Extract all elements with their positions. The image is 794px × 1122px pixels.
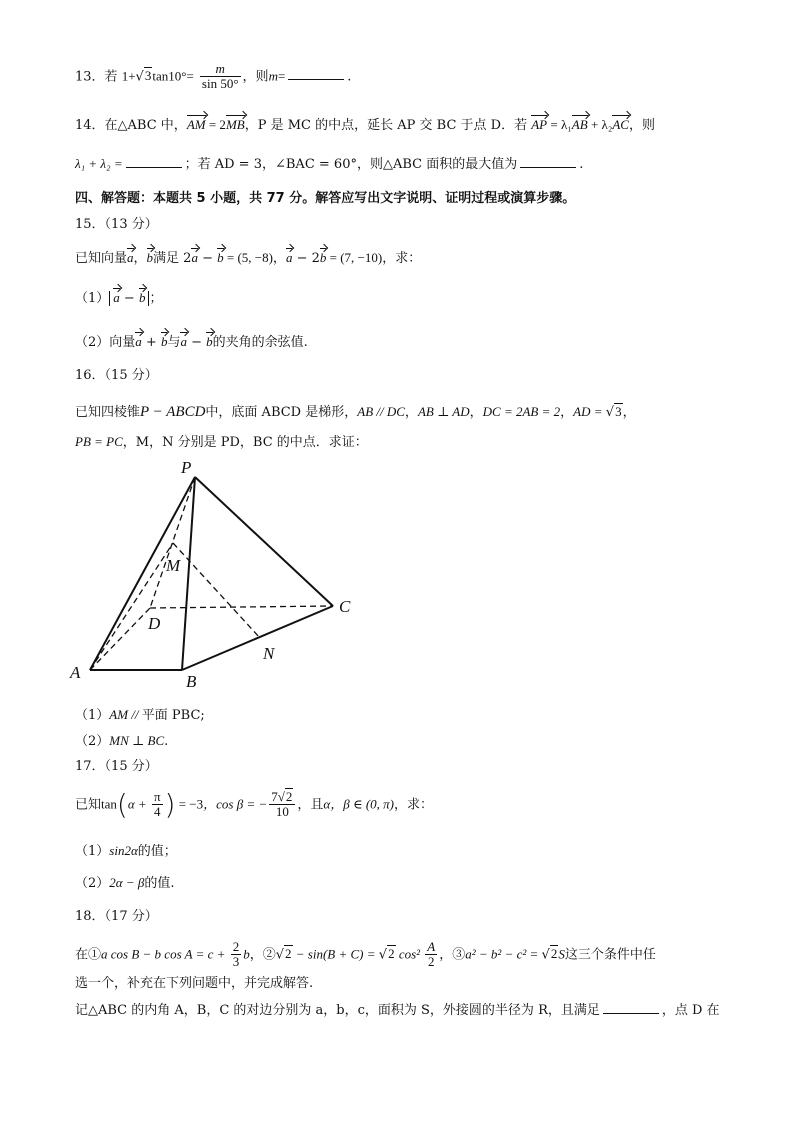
label-D: D <box>148 614 161 633</box>
q14-line-1: 14．在△ABC 中，AM = 2MB，P 是 MC 的中点，延长 AP 交 BC 于点 D．若 AP = λ₁AB + λ₂AC，则 <box>75 117 655 133</box>
q13-answer-blank <box>288 78 344 80</box>
q17-part-2: （2）2α − β的值. <box>75 875 175 891</box>
q14-line-2: λ₁ + λ₂ = ；若 AD = 3，∠BAC = 60°，则△ABC 面积的最大值为 . <box>75 156 584 172</box>
q16-part-2: （2）MN ⊥ BC. <box>75 733 169 749</box>
label-N: N <box>263 644 275 663</box>
q13-number: 13． <box>75 69 105 85</box>
q18-answer-blank <box>603 1012 659 1014</box>
label-C: C <box>339 597 351 616</box>
q16-line-1: 已知四棱锥P − ABCD中，底面 ABCD 是梯形，AB // DC，AB ⊥ AD，DC = 2AB = 2，AD = √3， <box>75 404 636 420</box>
q17-part-1: （1）sin2α的值； <box>75 843 177 859</box>
q18-line-1: 在①a cos B − b cos A = c + $\frac{2}{3}$ b，②√2 − sin(B + C) = √2 cos² $\frac{A}{2}$ ，③a² − b² − c² = √2S这三个条件中任 <box>75 939 656 970</box>
q18-line-3: 记△ABC 的内角 A，B，C 的对边分别为 a，b，c，面积为 S，外接圆的半径为 R，且满足 ，点 D 在 <box>75 1003 720 1018</box>
label-P: P <box>181 458 192 477</box>
label-B: B <box>186 672 197 691</box>
q13-fraction: $\frac{m}{\sin 50^\circ}$ <box>201 61 239 92</box>
q15-part-2: （2）向量a + b与a − b的夹角的余弦值. <box>75 334 308 350</box>
label-A: A <box>70 663 81 682</box>
q16-line-2: PB = PC，M，N 分别是 PD，BC 的中点．求证： <box>75 434 368 450</box>
q14-number: 14． <box>75 118 105 133</box>
q18-line-2: 选一个，补充在下列问题中，并完成解答. <box>75 976 314 991</box>
label-M: M <box>166 556 181 575</box>
q15-part-1: （1） a − b ； <box>75 290 163 306</box>
q15-abs: a − b <box>109 291 149 306</box>
pyramid-figure <box>60 455 380 695</box>
q14-answer-blank-1 <box>126 166 182 168</box>
section-heading: 四、解答题：本题共 5 小题，共 77 分。解答应写出文字说明、证明过程或演算步骤。 <box>75 191 576 206</box>
q16-part-1: （1）AM // 平面 PBC; <box>75 707 205 723</box>
q16-heading: 16．（15 分） <box>75 368 158 383</box>
q17-line-1: 已知tan(α + $\frac{\pi}{4}$ ) = −3，cos β = − $\frac{7√2}{10}$ ，且α，β ∈ (0, π)，求： <box>75 788 434 821</box>
q13-line: 13．若 1+√3tan10°= $\frac{m}{\sin 50^\circ}$ ，则m= . <box>75 61 352 92</box>
q15-heading: 15．（13 分） <box>75 217 158 232</box>
q15-line-1: 已知向量a，b满足 2a − b = (5, −8)，a − 2b = (7, −10)，求： <box>75 250 422 266</box>
q18-heading: 18．（17 分） <box>75 909 158 924</box>
q17-heading: 17．（15 分） <box>75 759 158 774</box>
q14-answer-blank-2 <box>520 166 576 168</box>
